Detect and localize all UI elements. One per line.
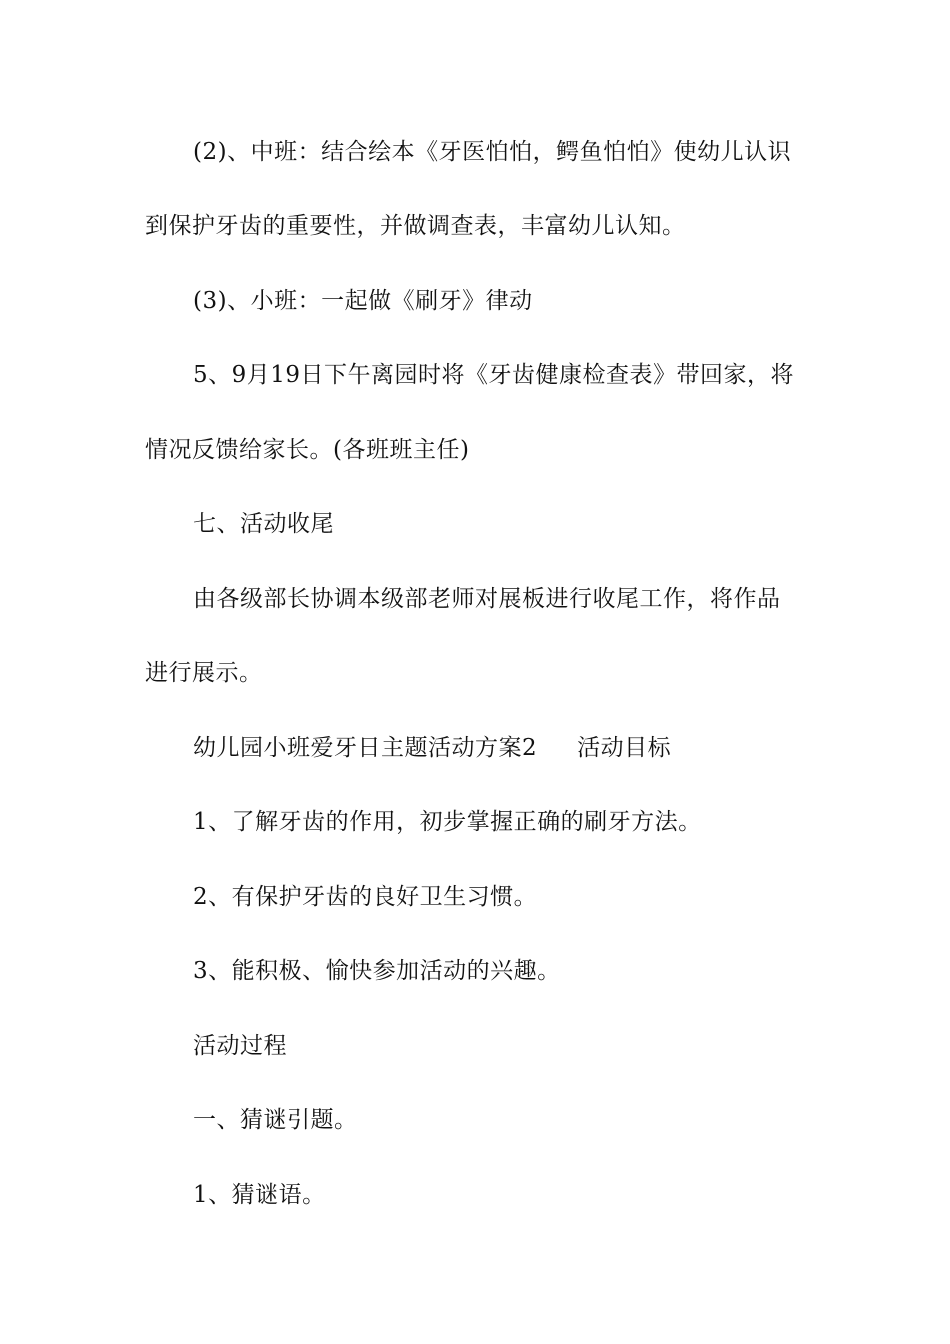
paragraph-line: (3)、小班：一起做《刷牙》律动 [193,288,533,314]
paragraph-line: 情况反馈给家长。(各班班主任) [145,437,470,463]
title-line [0,733,950,763]
paragraph-line: 进行展示。 [145,660,263,686]
paragraph-line: 到保护牙齿的重要性，并做调查表，丰富幼儿认知。 [145,213,686,239]
list-item: 3、能积极、愉快参加活动的兴趣。 [193,958,561,984]
paragraph-line: 由各级部长协调本级部老师对展板进行收尾工作，将作品 [193,586,781,612]
section-heading: 七、活动收尾 [193,511,334,537]
document-title: 幼儿园小班爱牙日主题活动方案2 [193,735,538,761]
list-item: 1、了解牙齿的作用，初步掌握正确的刷牙方法。 [193,809,702,835]
paragraph-line: 5、9月19日下午离园时将《牙齿健康检查表》带回家，将 [193,362,795,388]
section-heading: 一、猜谜引题。 [193,1107,358,1133]
section-heading: 活动目标 [577,735,672,761]
section-heading: 活动过程 [193,1033,287,1059]
list-item: 1、猜谜语。 [193,1182,326,1208]
list-item: 2、有保护牙齿的良好卫生习惯。 [193,884,538,910]
paragraph-line: (2)、中班：结合绘本《牙医怕怕，鳄鱼怕怕》使幼儿认识 [193,139,792,165]
